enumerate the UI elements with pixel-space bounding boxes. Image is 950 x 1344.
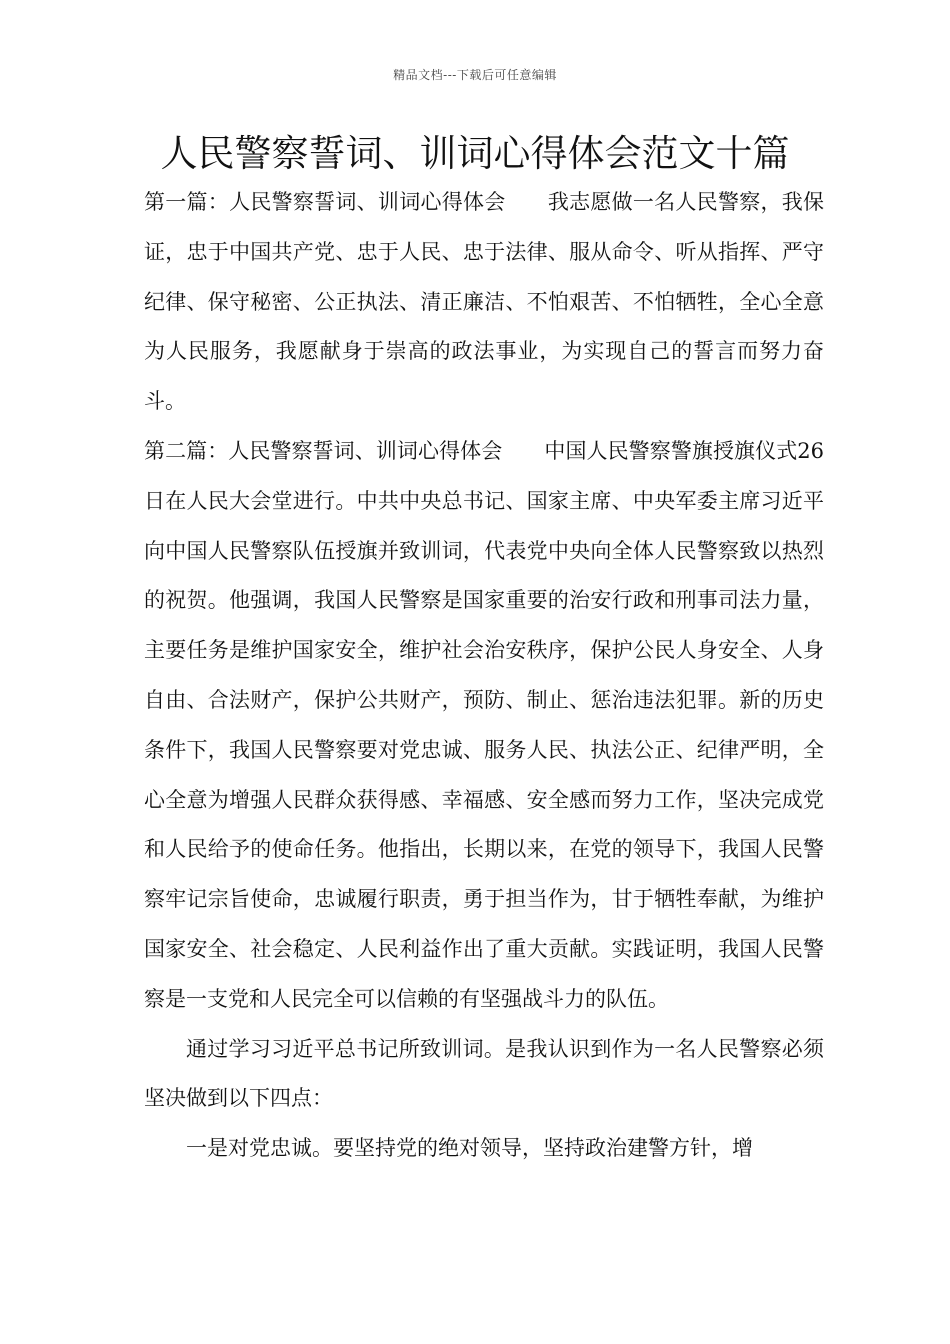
paragraph-study: 通过学习习近平总书记所致训词。是我认识到作为一名人民警察必须坚决做到以下四点： [144, 1036, 824, 1111]
section-1-heading: 第一篇：人民警察誓词、训词心得体会 [144, 190, 506, 214]
document-title: 人民警察誓词、训词心得体会范文十篇 [160, 132, 790, 175]
section-1-paragraph [144, 178, 824, 427]
section-2-paragraph [144, 427, 824, 1025]
document-body [144, 178, 824, 1174]
section-2-heading: 第二篇：人民警察誓词、训词心得体会 [144, 438, 503, 463]
section-gap [506, 190, 548, 214]
section-gap [502, 439, 544, 463]
paragraph-point-one: 一是对党忠诚。要坚持党的绝对领导，坚持政治建警方针，增 [186, 1136, 753, 1161]
header-note: 精品文档---下载后可任意编辑 [393, 68, 557, 82]
section-1-body: 我志愿做一名人民警察，我保证，忠于中国共产党、忠于人民、忠于法律、服从命令、听从指挥、严守纪律、保守秘密、公正执法、清正廉洁、不怕艰苦、不怕牺牲，全心全意为人民服务，我愿献身于崇高的政法事业，为实现自己的誓言而努力奋斗。 [144, 190, 825, 414]
section-2-body: 中国人民警察警旗授旗仪式26日在人民大会堂进行。中共中央总书记、国家主席、中央军委主席习近平向中国人民警察队伍授旗并致训词，代表党中央向全体人民警察致以热烈的祝贺。他强调，我国人民警察是国家重要的治安行政和刑事司法力量，主要任务是维护国家安全，维护社会治安秩序，保护公民人身安全、人身自由、合法财产，保护公共财产，预防、制止、惩治违法犯罪。新的历史条件下，我国人民警察要对党忠诚、服务人民、执法公正、纪律严明，全心全意为增强人民群众获得感、幸福感、安全感而努力工作，坚决完成党和人民给予的使命任务。他指出，长期以来，在党的领导下，我国人民警察牢记宗旨使命，忠诚履行职责，勇于担当作为，甘于牺牲奉献，为维护国家安全、社会稳定、人民利益作出了重大贡献。实践证明，我国人民警察是一支党和人民完全可以信赖的有坚强战斗力的队伍。 [144, 438, 824, 1011]
